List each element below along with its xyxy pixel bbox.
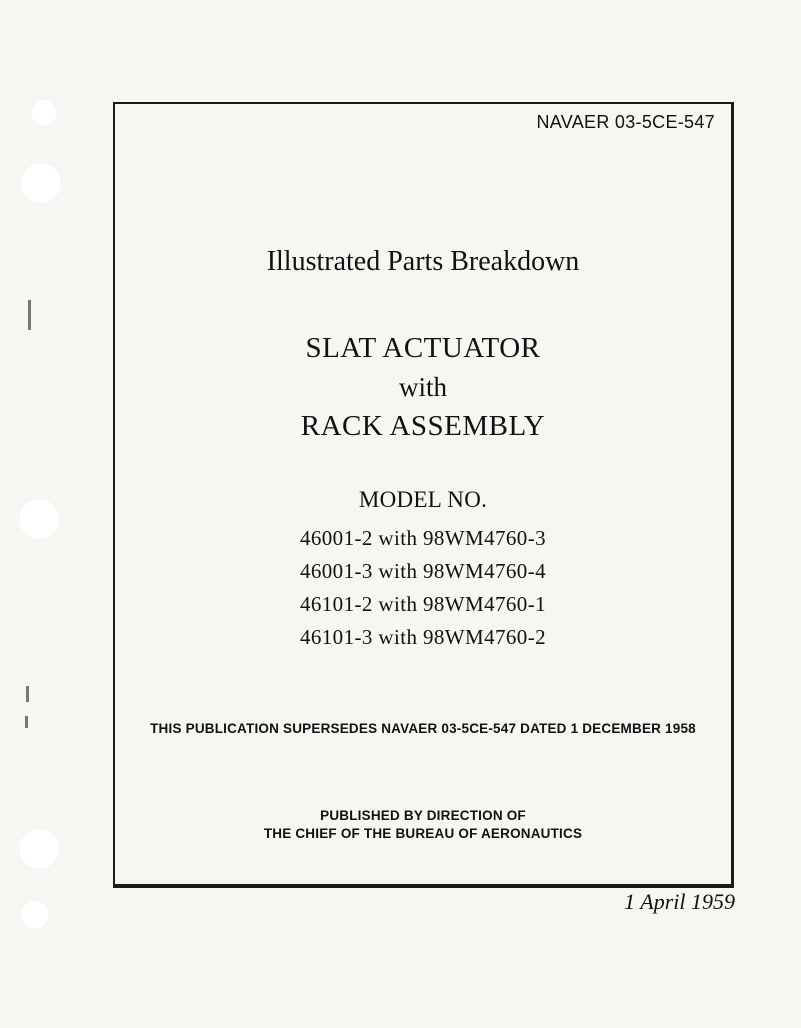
document-number: NAVAER 03-5CE-547	[536, 112, 715, 132]
title-line-2: with	[398, 372, 447, 402]
supersedes-notice: THIS PUBLICATION SUPERSEDES NAVAER 03-5CE-547 DATED 1 DECEMBER 1958	[150, 721, 696, 736]
document-type: Illustrated Parts Breakdown	[266, 246, 580, 277]
title-line-3: RACK ASSEMBLY	[300, 410, 546, 442]
title-line-1: SLAT ACTUATOR	[305, 332, 541, 364]
binder-hole	[20, 900, 50, 930]
binder-hole	[18, 498, 60, 540]
scan-mark	[26, 686, 29, 702]
title-frame	[113, 102, 734, 888]
binder-hole	[20, 162, 62, 204]
model-entry: 46001-3 with 98WM4760-4	[299, 559, 546, 583]
published-line-2: THE CHIEF OF THE BUREAU OF AERONAUTICS	[263, 826, 583, 841]
model-heading: MODEL NO.	[358, 487, 488, 512]
published-line-1: PUBLISHED BY DIRECTION OF	[320, 808, 526, 823]
scan-mark	[25, 716, 28, 728]
model-entry: 46101-2 with 98WM4760-1	[299, 592, 546, 616]
model-list	[115, 522, 731, 654]
model-entry: 46001-2 with 98WM4760-3	[299, 526, 546, 550]
model-entry: 46101-3 with 98WM4760-2	[299, 625, 546, 649]
binder-hole	[30, 99, 58, 127]
scan-mark	[28, 300, 31, 330]
publication-date: 1 April 1959	[624, 889, 735, 914]
binder-hole	[18, 828, 60, 870]
